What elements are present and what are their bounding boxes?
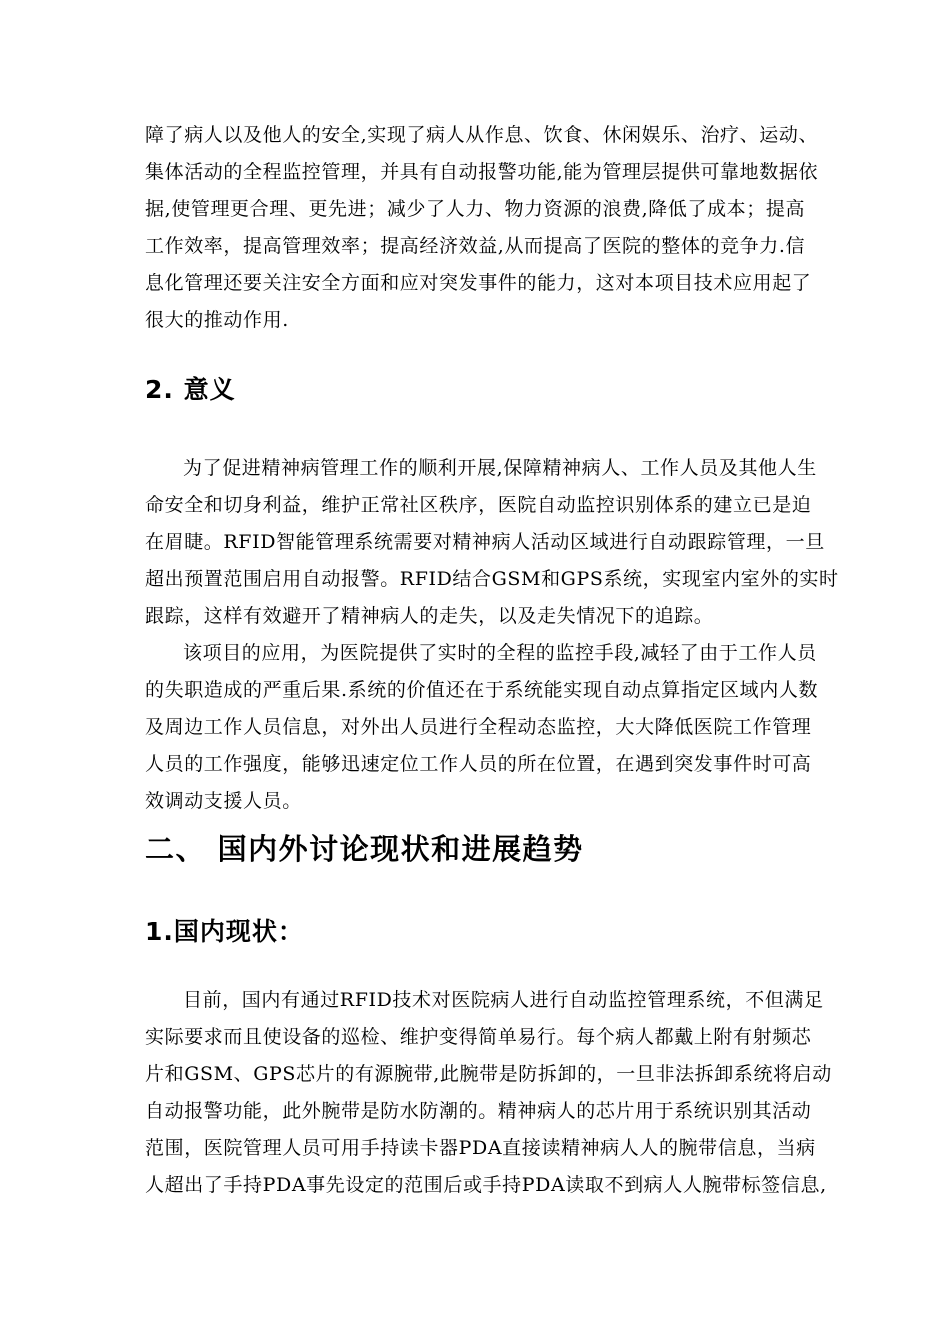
text-line: 超出预置范围启用自动报警。RFID结合GSM和GPS系统，实现室内室外的实时 — [145, 568, 839, 590]
text-line: 很大的推动作用. — [145, 309, 289, 331]
text-line: 片和GSM、GPS芯片的有源腕带,此腕带是防拆卸的，一旦非法拆卸系统将启动 — [145, 1063, 832, 1085]
chapter-heading: 二、 国内外讨论现状和进展趋势 — [145, 832, 584, 866]
section-heading-domestic: 1.国内现状： — [145, 917, 304, 946]
text-line: 的失职造成的严重后果.系统的价值还在于系统能实现自动点算指定区域内人数 — [145, 679, 819, 701]
section-heading-significance: 2. 意义 — [145, 375, 236, 404]
text-line: 该项目的应用，为医院提供了实时的全程的监控手段,减轻了由于工作人员 — [183, 642, 817, 664]
text-line: 效调动支援人员。 — [145, 790, 302, 812]
text-line: 目前，国内有通过RFID技术对医院病人进行自动监控管理系统，不但满足 — [183, 989, 824, 1011]
text-line: 及周边工作人员信息，对外出人员进行全程动态监控，大大降低医院工作管理 — [145, 716, 812, 738]
text-line: 人超出了手持PDA事先设定的范围后或手持PDA读取不到病人人腕带标签信息, — [145, 1174, 827, 1196]
text-line: 工作效率，提高管理效率；提高经济效益,从而提高了医院的整体的竞争力.信 — [145, 235, 806, 257]
text-line: 自动报警功能，此外腕带是防水防潮的。精神病人的芯片用于系统识别其活动 — [145, 1100, 812, 1122]
text-line: 集体活动的全程监控管理，并具有自动报警功能,能为管理层提供可靠地数据依 — [145, 161, 819, 183]
text-line: 人员的工作强度，能够迅速定位工作人员的所在位置，在遇到突发事件时可高 — [145, 753, 812, 775]
text-line: 为了促进精神病管理工作的顺利开展,保障精神病人、工作人员及其他人生 — [183, 457, 817, 479]
text-line: 跟踪，这样有效避开了精神病人的走失，以及走失情况下的追踪。 — [145, 605, 714, 627]
text-line: 障了病人以及他人的安全,实现了病人从作息、饮食、休闲娱乐、治疗、运动、 — [145, 124, 819, 146]
text-line: 在眉睫。RFID智能管理系统需要对精神病人活动区域进行自动跟踪管理，一旦 — [145, 531, 825, 553]
text-line: 范围，医院管理人员可用手持读卡器PDA直接读精神病人人的腕带信息，当病 — [145, 1137, 816, 1159]
text-line: 息化管理还要关注安全方面和应对突发事件的能力，这对本项目技术应用起了 — [145, 272, 812, 294]
text-line: 实际要求而且使设备的巡检、维护变得简单易行。每个病人都戴上附有射频芯 — [145, 1026, 812, 1048]
text-line: 据,使管理更合理、更先进；减少了人力、物力资源的浪费,降低了成本；提高 — [145, 198, 806, 220]
text-line: 命安全和切身利益，维护正常社区秩序，医院自动监控识别体系的建立已是迫 — [145, 494, 812, 516]
